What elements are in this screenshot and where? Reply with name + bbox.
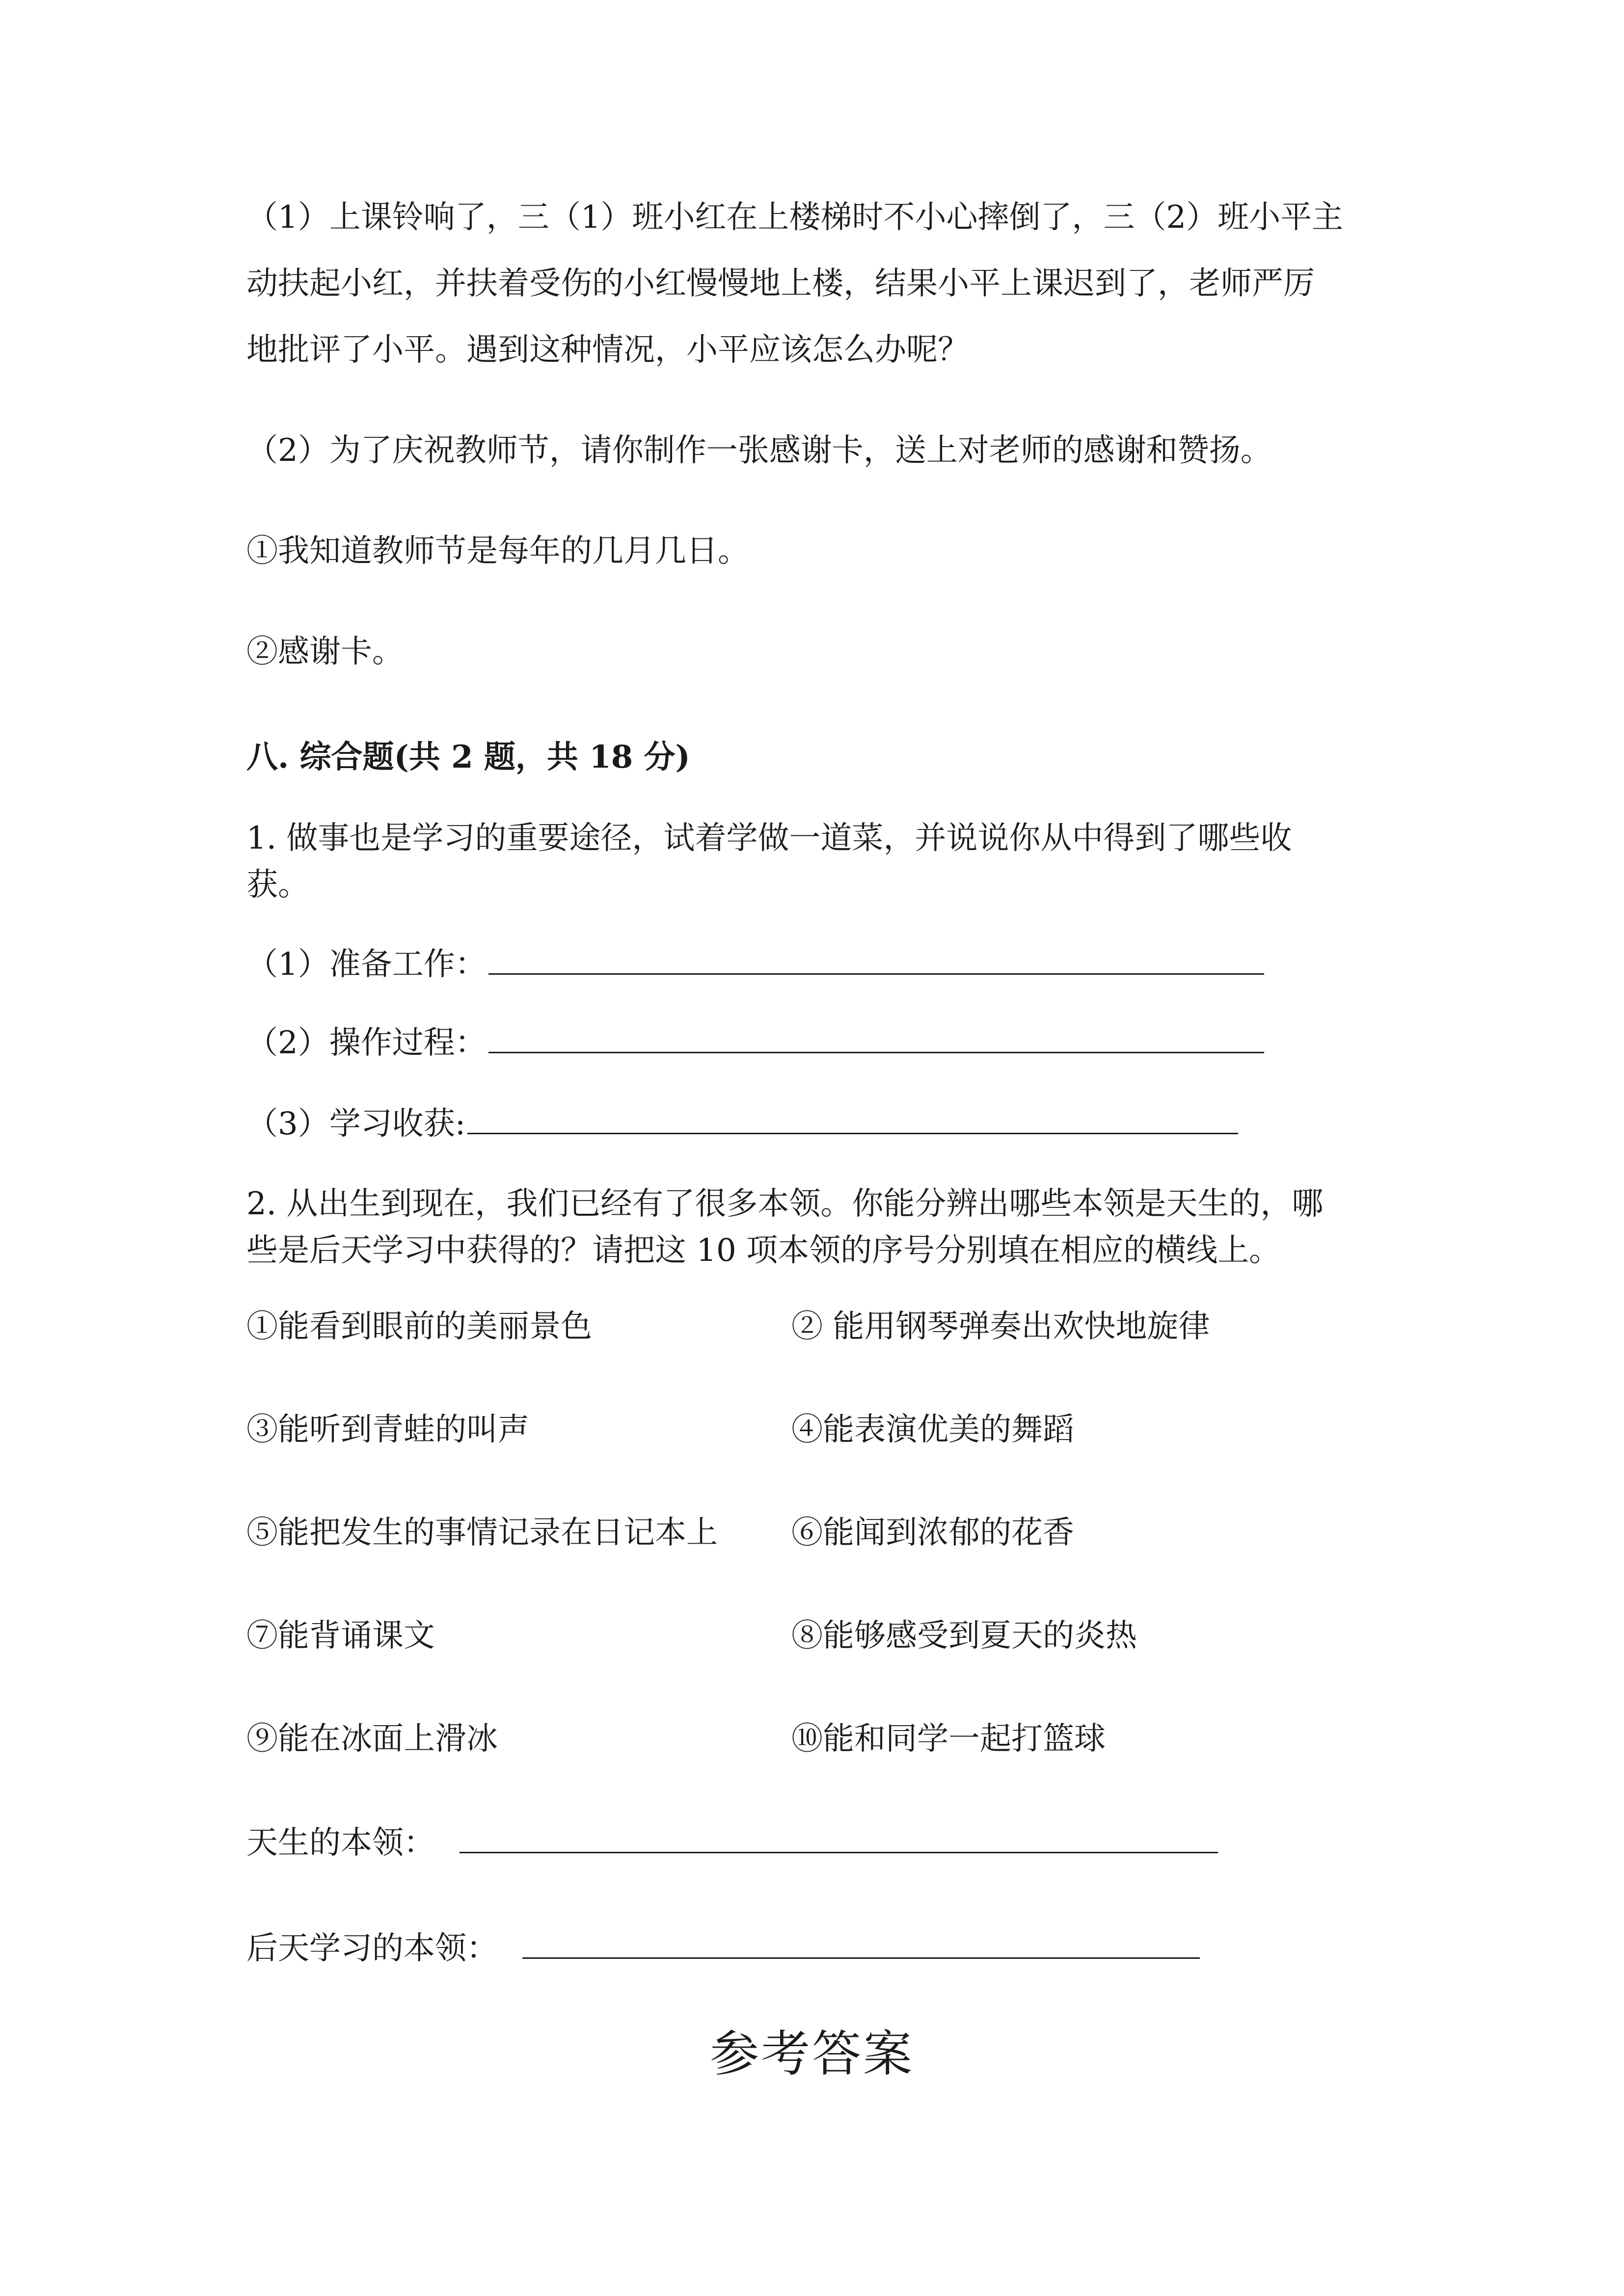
q1-text-line1: 1. 做事也是学习的重要途径，试着学做一道菜，并说说你从中得到了哪些收 xyxy=(246,820,1292,856)
q1-prepare-blank[interactable] xyxy=(488,945,1264,975)
ability-item-8: ⑧能够感受到夏天的炎热 xyxy=(791,1618,1137,1654)
q1-item-gains xyxy=(246,1104,1238,1143)
ability-item-5: ⑤能把发生的事情记录在日记本上 xyxy=(246,1515,718,1551)
section-heading: 八. 综合题(共 2 题，共 18 分) xyxy=(246,739,690,775)
ability-item-7: ⑦能背诵课文 xyxy=(246,1618,435,1654)
ability-item-9: ⑨能在冰面上滑冰 xyxy=(246,1721,498,1757)
ability-item-4: ④能表演优美的舞蹈 xyxy=(791,1412,1074,1448)
ability-item-10: ⑩能和同学一起打篮球 xyxy=(791,1721,1106,1757)
q7-part2-sub2: ②感谢卡。 xyxy=(246,634,404,670)
q7-part2-sub1: ①我知道教师节是每年的几月几日。 xyxy=(246,533,749,569)
q1-process-blank[interactable] xyxy=(488,1023,1264,1053)
q2-text-line1: 2. 从出生到现在，我们已经有了很多本领。你能分辨出哪些本领是天生的，哪 xyxy=(246,1186,1324,1222)
q7-part1-line2: 动扶起小红，并扶着受伤的小红慢慢地上楼，结果小平上课迟到了，老师严厉 xyxy=(246,266,1315,302)
q2-text-line2: 些是后天学习中获得的？请把这 10 项本领的序号分别填在相应的横线上。 xyxy=(246,1232,1281,1269)
q1-item-prepare-label: （1）准备工作： xyxy=(246,946,487,983)
ability-item-3: ③能听到青蛙的叫声 xyxy=(246,1412,529,1448)
ability-item-2: ② 能用钢琴弹奏出欢快地旋律 xyxy=(791,1308,1210,1345)
q1-item-prepare xyxy=(246,945,1264,984)
q7-part1-line3: 地批评了小平。遇到这种情况，小平应该怎么办呢？ xyxy=(246,332,969,368)
learned-abilities-label: 后天学习的本领： xyxy=(246,1930,498,1967)
q7-part2: （2）为了庆祝教师节，请你制作一张感谢卡，送上对老师的感谢和赞扬。 xyxy=(246,432,1272,469)
q1-item-process-label: （2）操作过程： xyxy=(246,1025,487,1061)
ability-item-1: ①能看到眼前的美丽景色 xyxy=(246,1308,592,1345)
q1-gains-blank[interactable] xyxy=(467,1104,1238,1134)
q1-text-line2: 获。 xyxy=(246,867,309,903)
innate-abilities-label: 天生的本领： xyxy=(246,1825,435,1861)
ability-item-6: ⑥能闻到浓郁的花香 xyxy=(791,1515,1074,1551)
learned-abilities-blank[interactable] xyxy=(522,1929,1200,1959)
innate-abilities-blank[interactable] xyxy=(460,1823,1218,1853)
q1-item-gains-label: （3）学习收获: xyxy=(246,1106,466,1142)
innate-abilities-row xyxy=(246,1823,1218,1862)
learned-abilities-row xyxy=(246,1929,1200,1968)
q7-part1-line1: （1）上课铃响了，三（1）班小红在上楼梯时不小心摔倒了，三（2）班小平主 xyxy=(246,199,1344,236)
q1-item-process xyxy=(246,1023,1264,1062)
answers-title: 参考答案 xyxy=(710,2025,914,2082)
